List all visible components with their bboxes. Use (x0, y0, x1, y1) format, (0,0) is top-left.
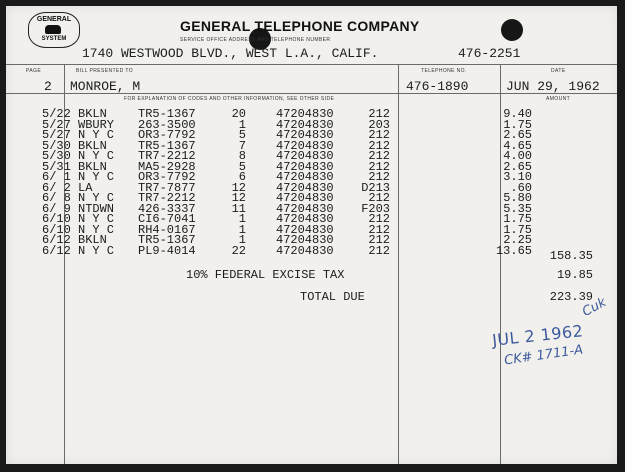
call-number: 426-3337 (138, 201, 196, 216)
call-area: 212 (368, 170, 390, 184)
page-label: PAGE (26, 68, 42, 74)
call-area: 212 (368, 212, 390, 226)
service-address: 1740 WESTWOOD BLVD., WEST L.A., CALIF. (82, 46, 379, 61)
tax-amount: 19.85 (556, 268, 593, 282)
call-area: 203 (368, 117, 390, 132)
call-place: N Y C (78, 149, 115, 163)
call-min: 1 (238, 212, 246, 226)
call-min: 1 (238, 222, 246, 237)
call-min: 8 (238, 149, 246, 163)
call-place: N Y C (78, 128, 115, 142)
call-place: N Y C (78, 243, 115, 258)
page-number: 2 (44, 79, 52, 94)
call-number: OR3-7792 (138, 128, 196, 142)
call-number: TR7-2212 (138, 191, 196, 205)
call-number: TR5-1367 (138, 107, 196, 121)
call-place: BKLN (78, 159, 107, 174)
call-date: 6/ 9 (42, 201, 71, 216)
call-number: PL9-4014 (138, 243, 196, 258)
call-date: 5/31 (42, 159, 71, 174)
tel-no-label: TELEPHONE NO. (421, 68, 467, 74)
call-date: 6/12 (42, 233, 71, 247)
call-code: 47204830 (276, 138, 334, 153)
call-code: 47204830 (276, 212, 334, 226)
call-min: 1 (238, 117, 246, 132)
call-number: 263-3500 (138, 117, 196, 132)
call-code: 47204830 (276, 191, 334, 205)
call-code: 47204830 (276, 170, 334, 184)
call-min: 7 (238, 138, 246, 153)
call-place: WBURY (78, 117, 115, 132)
call-code: 47204830 (276, 243, 334, 258)
call-area: D213 (361, 180, 390, 195)
telephone-number: 476-1890 (406, 79, 469, 94)
call-amount: 4.65 (503, 138, 532, 153)
call-min: 11 (231, 201, 246, 216)
call-amount: 4.00 (503, 149, 532, 163)
call-place: BKLN (78, 107, 107, 121)
call-number: TR5-1367 (138, 138, 196, 153)
call-amount: 1.75 (503, 222, 532, 237)
call-amount: 9.40 (503, 107, 532, 121)
call-amount: 5.35 (503, 201, 532, 216)
call-date: 6/10 (42, 212, 71, 226)
call-area: 212 (368, 243, 390, 258)
call-code: 47204830 (276, 159, 334, 174)
call-min: 22 (231, 243, 246, 258)
call-amount: 2.25 (503, 233, 532, 247)
call-code: 47204830 (276, 201, 334, 216)
handwritten-check-note: CK# 1711-A (503, 342, 584, 369)
received-stamp: JUL 2 1962 (491, 321, 585, 350)
call-min: 5 (238, 128, 246, 142)
call-date: 6/12 (42, 243, 71, 258)
call-area: 212 (368, 149, 390, 163)
subtotal: 158.35 (549, 249, 593, 263)
call-number: CI6-7041 (138, 212, 196, 226)
call-code: 47204830 (276, 233, 334, 247)
date-label: DATE (551, 68, 566, 74)
call-amount: 13.65 (495, 243, 532, 258)
call-amount: 1.75 (503, 117, 532, 132)
call-area: 212 (368, 107, 390, 121)
call-date: 6/ 1 (42, 170, 71, 184)
call-date: 5/27 (42, 117, 71, 132)
call-date: 5/30 (42, 138, 71, 153)
divider (398, 64, 399, 464)
amount-label: AMOUNT (546, 96, 571, 102)
total-amount: 223.39 (549, 290, 593, 304)
call-place: N Y C (78, 222, 115, 237)
call-code: 47204830 (276, 107, 334, 121)
call-min: 6 (238, 170, 246, 184)
total-label: TOTAL DUE (300, 290, 365, 304)
call-date: 5/30 (42, 149, 71, 163)
handwritten-initials: Cuk (579, 295, 609, 320)
call-date: 5/22 (42, 107, 71, 121)
call-number: OR3-7792 (138, 170, 196, 184)
bill-to-label: BILL PRESENTED TO (76, 68, 134, 74)
call-code: 47204830 (276, 180, 334, 195)
tax-label: 10% FEDERAL EXCISE TAX (186, 268, 345, 282)
call-amount: 1.75 (503, 212, 532, 226)
call-amount: 5.80 (503, 191, 532, 205)
call-area: 212 (368, 128, 390, 142)
company-name: GENERAL TELEPHONE COMPANY (180, 18, 420, 34)
service-phone: 476-2251 (458, 46, 521, 61)
service-label: SERVICE OFFICE ADDRESS AND TELEPHONE NUMBER (180, 37, 331, 43)
call-area: 212 (368, 191, 390, 205)
call-place: BKLN (78, 233, 107, 247)
bill-date: JUN 29, 1962 (506, 79, 600, 94)
punch-hole (501, 19, 523, 41)
call-amount: .60 (510, 180, 532, 195)
explanation-label: FOR EXPLANATION OF CODES AND OTHER INFORMATION, SEE OTHER SIDE (124, 96, 335, 102)
call-date: 6/10 (42, 222, 71, 237)
call-date: 6/ 8 (42, 191, 71, 205)
call-amount: 3.10 (503, 170, 532, 184)
call-place: NTDWN (78, 201, 115, 216)
call-code: 47204830 (276, 149, 334, 163)
call-code: 47204830 (276, 117, 334, 132)
call-date: 6/ 2 (42, 180, 71, 195)
call-code: 47204830 (276, 128, 334, 142)
call-place: N Y C (78, 170, 115, 184)
call-place: LA (78, 180, 93, 195)
call-number: TR7-7877 (138, 180, 196, 195)
call-amount: 2.65 (503, 128, 532, 142)
call-min: 1 (238, 233, 246, 247)
bill-to-name: MONROE, M (70, 79, 141, 94)
call-area: F203 (361, 201, 390, 216)
call-place: N Y C (78, 191, 115, 205)
call-place: BKLN (78, 138, 107, 153)
call-area: 212 (368, 222, 390, 237)
call-min: 12 (231, 180, 246, 195)
call-area: 212 (368, 159, 390, 174)
call-area: 212 (368, 138, 390, 153)
company-logo: GENERAL SYSTEM (28, 12, 80, 48)
call-number: RH4-0167 (138, 222, 196, 237)
call-code: 47204830 (276, 222, 334, 237)
call-min: 20 (231, 107, 246, 121)
call-area: 212 (368, 233, 390, 247)
call-min: 5 (238, 159, 246, 174)
divider (6, 64, 617, 65)
call-number: TR5-1367 (138, 233, 196, 247)
call-number: MA5-2928 (138, 159, 196, 174)
telephone-icon (45, 25, 61, 34)
call-number: TR7-2212 (138, 149, 196, 163)
call-place: N Y C (78, 212, 115, 226)
call-min: 12 (231, 191, 246, 205)
call-date: 5/27 (42, 128, 71, 142)
phone-bill (6, 6, 617, 464)
call-amount: 2.65 (503, 159, 532, 174)
